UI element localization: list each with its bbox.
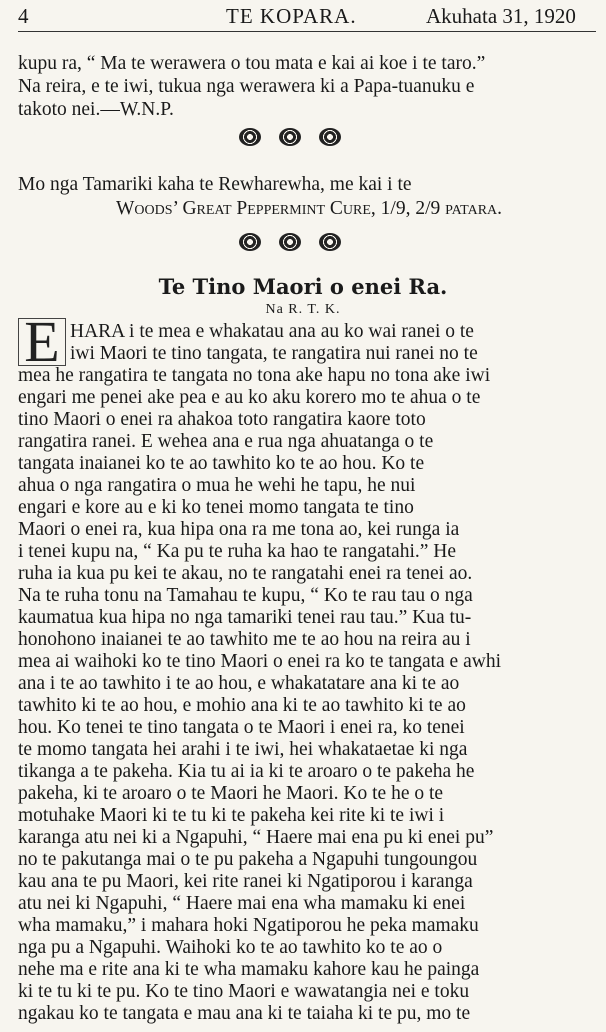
article-line: ana i te ao tawhito i te ao hou, e whakatatare ana ki te ao xyxy=(18,673,460,694)
page-header xyxy=(0,0,606,32)
ornament-divider xyxy=(239,233,341,251)
article-line: motuhake Maori ki te tu ki te pakeha kei rite ki te iwi i xyxy=(18,805,445,826)
article-line: tino Maori o enei ra ahakoa toto rangatira kaore toto xyxy=(18,409,426,430)
page-number: 4 xyxy=(18,4,29,28)
article-title: Te Tino Maori o enei Ra. xyxy=(158,274,448,299)
ornament-divider xyxy=(239,128,341,146)
article-line: ahua o nga rangatira o mua he wehi he tapu, he nui xyxy=(18,475,416,496)
article-line: wha mamaku,” i mahara hoki Ngatiporou he peka mamaku xyxy=(18,915,479,936)
drop-cap: E xyxy=(18,318,66,366)
masthead-title: TE KOPARA. xyxy=(226,4,357,28)
flower-ornament-icon xyxy=(239,233,261,251)
article-line: tangata inaianei ko te ao tawhito ko te ao hou. Ko te xyxy=(18,453,425,474)
article-line: te momo tangata hei arahi i te iwi, hei whakataetae ki nga xyxy=(18,739,468,760)
flower-ornament-icon xyxy=(279,128,301,146)
article-line: ruha ia kua pu kei te akau, no te rangatahi enei ra tenei ao. xyxy=(18,563,473,584)
article-line: engari e kore au e ki ko tenei momo tangata te tino xyxy=(18,497,414,518)
article-line: Maori o enei ra, kua hipa ona ra me tona ao, kei runga ia xyxy=(18,519,460,540)
article-line: no te pakutanga mai o te pu pakeha a Ngapuhi tungoungou xyxy=(18,849,478,870)
article-line: nga pu a Ngapuhi. Waihoki ko te ao tawhito ko te ao o xyxy=(18,937,443,958)
article-line: mea he rangatira te tangata no tona ake hapu no tona ake iwi xyxy=(18,365,491,386)
article-line: karanga atu nei ki a Ngapuhi, “ Haere mai ena pu ki enei pu” xyxy=(18,827,494,848)
article-line: mea ai waihoki ko te tino Maori o enei ra ko te tangata e awhi xyxy=(18,651,501,672)
article-line: rangatira ranei. E wehea ana e rua nga ahuatanga o te xyxy=(18,431,434,452)
flower-ornament-icon xyxy=(319,233,341,251)
article-line: pakeha, ki te aroaro o te Maori he Maori. Ko te he o te xyxy=(18,783,444,804)
article-line: kaumatua kua hipa no nga tamariki tenei rau tau.” Kua tu- xyxy=(18,607,472,628)
article-line: ki te tu ki te pu. Ko te tino Maori e wawatangia nei e toku xyxy=(18,981,470,1002)
intro-line: Na reira, e te iwi, tukua nga werawera ki a Papa-tuanuku e xyxy=(18,76,475,97)
article-line: engari me penei ake pea e au ko aku korero mo te ahua o te xyxy=(18,387,481,408)
intro-line: takoto nei.—W.N.P. xyxy=(18,99,174,120)
advert-line-1: Mo nga Tamariki kaha te Rewharewha, me kai i te xyxy=(18,174,412,195)
article-line: hou. Ko tenei te tino tangata o te Maori i enei ra, ko tenei xyxy=(18,717,465,738)
article-line: tikanga a te pakeha. Kia tu ai ia ki te aroaro o te pakeha he xyxy=(18,761,475,782)
article-line: tawhito ki te ao hou, e mohio ana ki te ao tawhito ki te ao xyxy=(18,695,466,716)
article-line: nehe ma e rite ana ki te wha mamaku kahore kau he painga xyxy=(18,959,480,980)
article-line: kau ana te pu Maori, kei rite ranei ki Ngatiporou i karanga xyxy=(18,871,473,892)
article-line: ngakau ko te tangata e mau ana ki te taiaha ki te pu, mo te xyxy=(18,1003,471,1024)
header-rule xyxy=(18,31,596,32)
advert-line-2: Woods’ Great Peppermint Cure, 1/9, 2/9 patara. xyxy=(116,198,503,219)
issue-date: Akuhata 31, 1920 xyxy=(426,4,576,28)
article-line: Na te ruha tonu na Tamahau te kupu, “ Ko te rau tau o nga xyxy=(18,585,473,606)
intro-line: kupu ra, “ Ma te werawera o tou mata e kai ai koe i te taro.” xyxy=(18,53,486,74)
flower-ornament-icon xyxy=(279,233,301,251)
article-line: iwi Maori te tino tangata, te rangatira nui ranei no te xyxy=(70,343,478,364)
flower-ornament-icon xyxy=(319,128,341,146)
article-byline: Na R. T. K. xyxy=(265,302,341,317)
article-line: HARA i te mea e whakatau ana au ko wai ranei o te xyxy=(70,321,474,342)
article-line: atu nei ki Ngapuhi, “ Haere mai ena wha mamaku ki enei xyxy=(18,893,466,914)
flower-ornament-icon xyxy=(239,128,261,146)
article-line: honohono inaianei te ao tawhito me te ao hou na reira au i xyxy=(18,629,471,650)
article-line: i tenei kupu na, “ Ka pu te ruha ka hao te rangatahi.” He xyxy=(18,541,457,562)
